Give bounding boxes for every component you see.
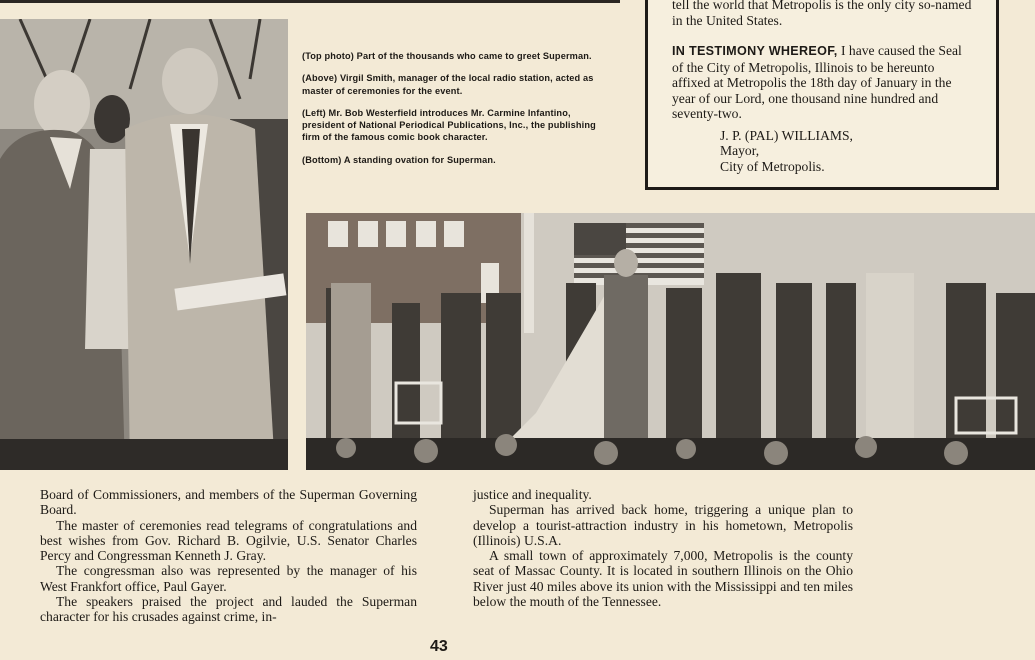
body-left-para-4: The speakers praised the project and lauded the Superman character for his crusades against crime, in- xyxy=(40,594,417,625)
whereof-text: I have caused the Seal of the City of Metropolis, Illinois to be hereunto affixed at Metropolis the 18th day of January in the year of our Lord, one thousand nine hundred and seventy-two. xyxy=(672,43,962,122)
body-right-para-1: justice and inequality. xyxy=(473,487,592,502)
body-column-left xyxy=(40,487,417,625)
whereof-label: IN TESTIMONY WHEREOF, xyxy=(672,44,838,58)
proclamation-whereof xyxy=(672,43,976,122)
body-right-para-3: A small town of approximately 7,000, Metropolis is the county seat of Massac County. It is located in southern Illinois on the Ohio River just 40 miles above its union with the Mississippi and ten miles below the mouth of the Tennessee. xyxy=(473,548,853,610)
caption-top-photo: (Top photo) Part of the thousands who came to greet Superman. xyxy=(302,51,592,61)
signature-title: Mayor, xyxy=(720,143,760,159)
photo-westerfield-infantino xyxy=(0,19,288,470)
caption-bottom: (Bottom) A standing ovation for Superman. xyxy=(302,154,496,165)
signature-city: City of Metropolis. xyxy=(720,158,825,174)
body-left-para-2: The master of ceremonies read telegrams of congratulations and best wishes from Gov. Richard B. Ogilvie, U.S. Senator Charles Percy and Congressman Kenneth J. Gray. xyxy=(40,517,417,564)
caption-left: (Left) Mr. Bob Westerfield introduces Mr. Carmine Infantino, president of National Periodical Publications, Inc., the publishing firm of the famous comic book character. xyxy=(302,107,596,143)
caption-above: (Above) Virgil Smith, manager of the local radio station, acted as master of ceremonies for the event. xyxy=(302,73,594,96)
proclamation-box xyxy=(645,0,999,190)
photo-captions xyxy=(302,50,614,176)
body-right-para-2: Superman has arrived back home, triggering a unique plan to develop a tourist-attraction industry in his hometown, Metropolis (Illinois) U.S.A. xyxy=(473,502,853,548)
body-left-para-1: Board of Commissioners, and members of the Superman Governing Board. xyxy=(40,487,417,518)
body-column-right xyxy=(473,487,853,609)
top-rule xyxy=(0,0,620,3)
photo-standing-ovation xyxy=(306,213,1035,470)
proclamation-top-text: tell the world that Metropolis is the only city so-named in the United States. xyxy=(672,0,972,28)
proclamation-signature xyxy=(720,128,853,174)
page-number: 43 xyxy=(430,638,448,655)
body-left-para-3: The congressman also was represented by the manager of his West Frankfort office, Paul Gayer. xyxy=(40,563,417,594)
signature-name: J. P. (PAL) WILLIAMS, xyxy=(720,128,853,143)
